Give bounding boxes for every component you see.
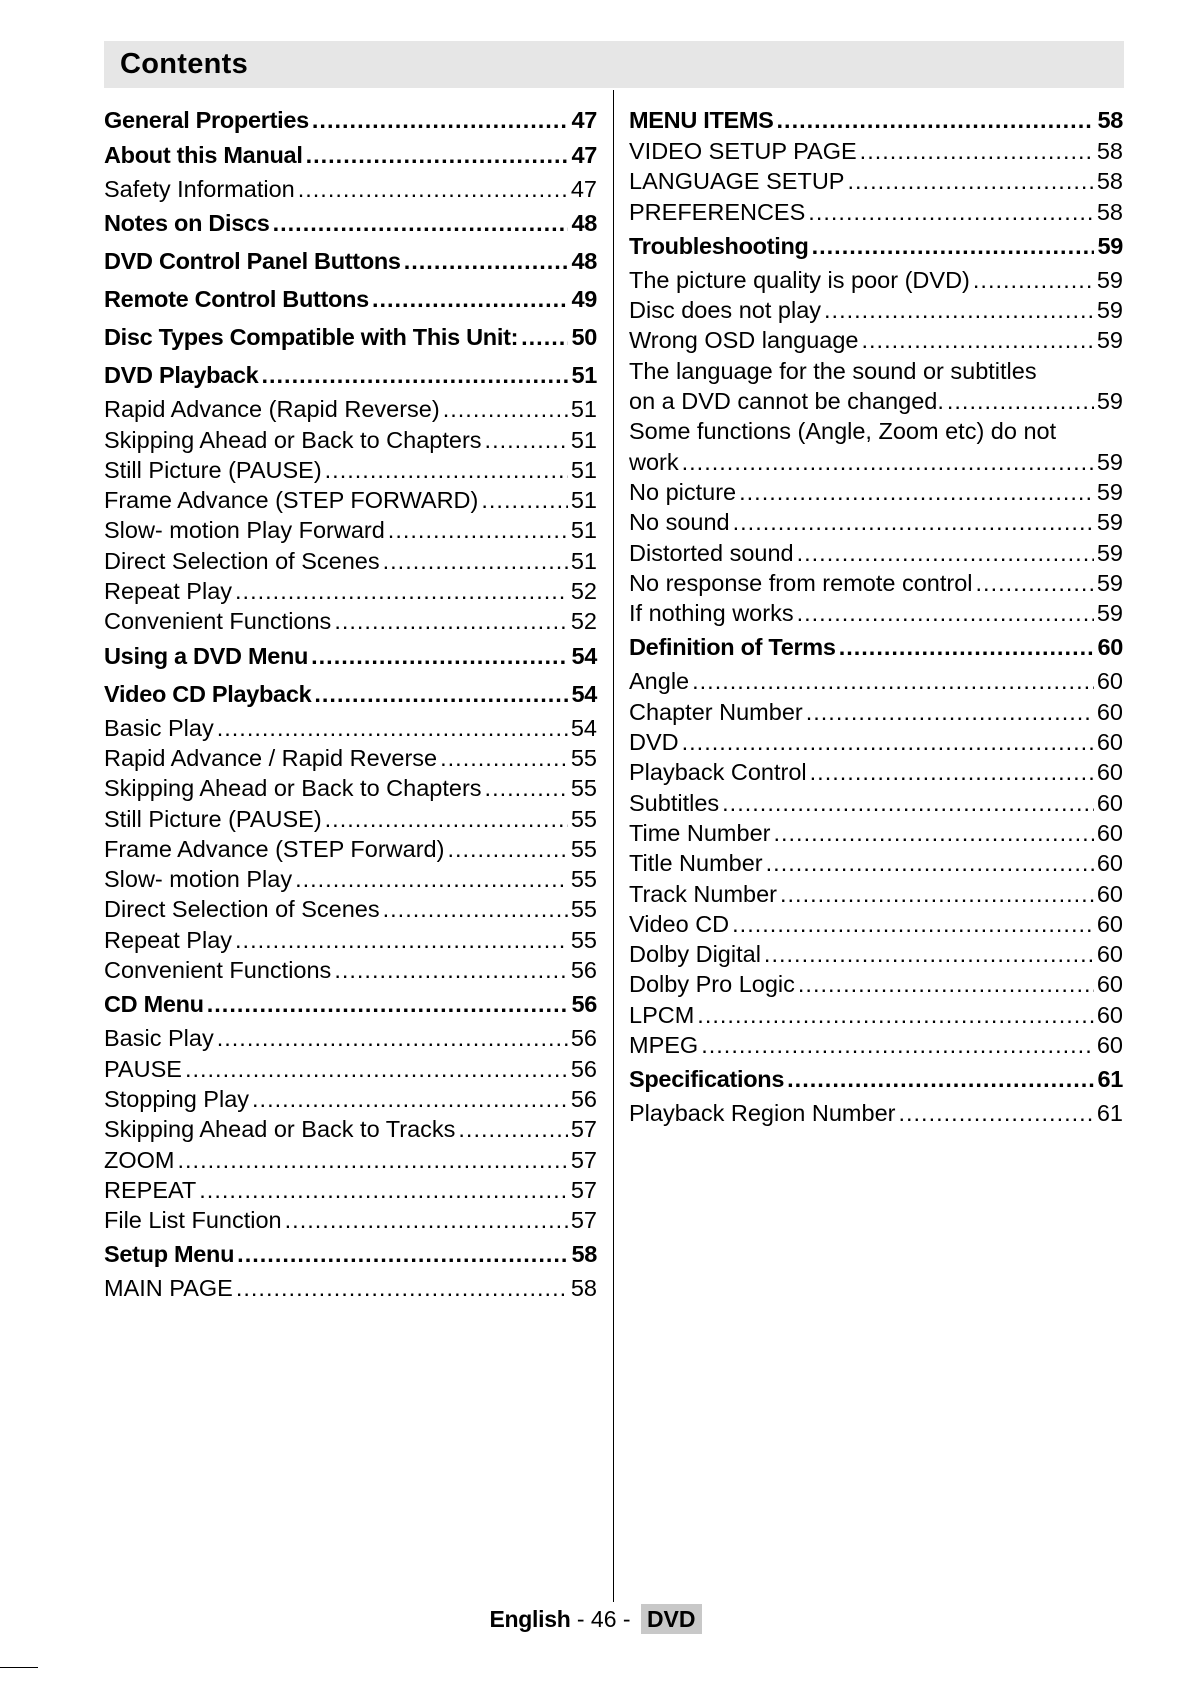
toc-subsection-entry[interactable] — [104, 743, 597, 773]
toc-subsection-entry[interactable] — [104, 174, 597, 204]
toc-entry-page: 60 — [1096, 1032, 1123, 1059]
toc-subsection-entry[interactable] — [629, 477, 1123, 507]
toc-entry-page: 56 — [570, 1055, 597, 1082]
toc-subsection-entry[interactable] — [104, 546, 597, 576]
toc-entry-label: Slow- motion Play Forward — [104, 517, 385, 544]
toc-section-entry[interactable] — [104, 242, 597, 280]
toc-entry-page: 51 — [571, 362, 597, 389]
toc-entry-label: Repeat Play — [104, 578, 233, 605]
toc-entry-label: Skipping Ahead or Back to Tracks — [104, 1116, 456, 1143]
toc-subsection-entry[interactable] — [104, 804, 597, 834]
toc-dot-leader — [383, 894, 568, 924]
toc-subsection-entry[interactable] — [629, 538, 1123, 568]
toc-subsection-entry[interactable] — [104, 955, 597, 985]
toc-entry-page: 47 — [570, 176, 597, 202]
toc-dot-leader — [207, 985, 569, 1023]
toc-subsection-entry[interactable] — [629, 818, 1123, 848]
toc-entry-page: 58 — [1096, 168, 1123, 195]
toc-entry-page: 51 — [570, 396, 597, 423]
toc-dot-leader — [443, 394, 568, 424]
toc-entry-label: Definition of Terms — [629, 634, 836, 661]
toc-entry-label: CD Menu — [104, 991, 204, 1018]
toc-entry-page: 59 — [1096, 569, 1123, 596]
toc-text-line: Some functions (Angle, Zoom etc) do not — [629, 418, 1057, 445]
toc-entry-label: Remote Control Buttons — [104, 286, 369, 313]
toc-dot-leader — [273, 204, 569, 242]
toc-subsection-entry[interactable] — [629, 697, 1123, 727]
toc-subsection-entry[interactable] — [104, 515, 597, 545]
toc-subsection-entry[interactable] — [629, 265, 1123, 295]
toc-dot-leader — [787, 1060, 1094, 1098]
toc-entry-page: 57 — [570, 1146, 597, 1173]
toc-section-entry[interactable] — [104, 356, 597, 394]
toc-entry-page: 60 — [1096, 729, 1123, 756]
toc-left-column — [104, 104, 597, 1304]
toc-dot-leader — [976, 568, 1094, 598]
toc-section-entry[interactable] — [104, 675, 597, 713]
toc-entry-page: 58 — [1097, 107, 1123, 133]
toc-entry-label: Convenient Functions — [104, 608, 332, 635]
toc-subsection-entry[interactable] — [629, 507, 1123, 537]
toc-entry-label: Slow- motion Play — [104, 866, 293, 893]
toc-dot-leader — [334, 606, 568, 636]
toc-entry-page: 60 — [1096, 759, 1123, 786]
toc-dot-leader — [733, 507, 1094, 537]
crop-mark — [0, 1667, 38, 1668]
toc-section-entry[interactable] — [104, 204, 597, 242]
toc-dot-leader — [334, 955, 568, 985]
toc-section-entry[interactable] — [629, 104, 1123, 136]
toc-dot-leader — [295, 864, 568, 894]
toc-dot-leader — [739, 477, 1094, 507]
toc-subsection-entry[interactable] — [104, 925, 597, 955]
toc-entry-label: The picture quality is poor (DVD) — [629, 266, 970, 293]
toc-dot-leader — [773, 818, 1093, 848]
toc-entry-label: Disc does not play — [629, 297, 822, 324]
toc-entry-page: 51 — [570, 456, 597, 483]
toc-entry-label: Chapter Number — [629, 698, 803, 725]
toc-entry-page: 59 — [1096, 388, 1123, 415]
toc-entry-label: Rapid Advance (Rapid Reverse) — [104, 396, 440, 423]
toc-entry-label: DVD — [629, 729, 679, 756]
toc-dot-leader — [697, 1000, 1094, 1030]
toc-dot-leader — [252, 1084, 568, 1114]
toc-dot-leader — [692, 666, 1094, 696]
toc-entry-page: 60 — [1096, 910, 1123, 937]
toc-dot-leader — [797, 538, 1094, 568]
toc-entry-page: 59 — [1096, 600, 1123, 627]
toc-entry-page: 58 — [1096, 138, 1123, 164]
toc-subsection-entry[interactable] — [629, 325, 1123, 355]
toc-entry-page: 56 — [570, 957, 597, 984]
toc-entry-page: 59 — [1096, 539, 1123, 566]
toc-section-entry[interactable] — [104, 1235, 597, 1273]
toc-entry-label: Playback Control — [629, 759, 807, 786]
toc-subsection-entry[interactable] — [629, 1000, 1123, 1030]
toc-entry-label: Convenient Functions — [104, 957, 332, 984]
toc-subsection-entry[interactable] — [104, 1084, 597, 1114]
toc-entry-label: Skipping Ahead or Back to Chapters — [104, 775, 482, 802]
toc-entry-page: 59 — [1096, 448, 1123, 475]
toc-entry-page: 51 — [570, 547, 597, 574]
toc-entry-label: PREFERENCES — [629, 198, 806, 225]
toc-subsection-entry[interactable] — [629, 848, 1123, 878]
toc-subsection-entry[interactable] — [104, 1023, 597, 1053]
toc-dot-leader — [682, 727, 1094, 757]
footer-language: English — [489, 1606, 571, 1632]
toc-entry-page: 60 — [1096, 1001, 1123, 1028]
toc-entry-label: DVD Playback — [104, 362, 259, 389]
toc-subsection-entry[interactable] — [104, 425, 597, 455]
toc-entry-label: Wrong OSD language — [629, 327, 859, 354]
toc-entry-page: 49 — [571, 286, 597, 313]
toc-dot-leader — [810, 757, 1094, 787]
toc-entry-page: 60 — [1096, 668, 1123, 695]
toc-entry-page: 61 — [1097, 1066, 1123, 1093]
toc-dot-leader — [860, 136, 1094, 166]
toc-entry-page: 55 — [570, 775, 597, 802]
toc-section-entry[interactable] — [629, 227, 1123, 265]
toc-subsection-entry[interactable] — [104, 834, 597, 864]
toc-entry-page: 59 — [1096, 327, 1123, 354]
toc-section-entry[interactable] — [629, 628, 1123, 666]
toc-entry-page: 57 — [570, 1207, 597, 1234]
toc-dot-leader — [285, 1205, 568, 1235]
toc-subsection-entry[interactable] — [104, 1273, 597, 1303]
toc-subsection-entry[interactable] — [104, 894, 597, 924]
toc-entry-label: Basic Play — [104, 714, 214, 741]
toc-subsection-entry[interactable] — [629, 727, 1123, 757]
toc-dot-leader — [722, 788, 1094, 818]
toc-dot-leader — [185, 1054, 568, 1084]
toc-entry-label: Notes on Discs — [104, 210, 270, 237]
toc-entry-page: 56 — [570, 1025, 597, 1052]
toc-entry-page: 60 — [1096, 941, 1123, 968]
toc-subsection-entry[interactable] — [629, 386, 1123, 416]
toc-dot-leader — [812, 227, 1095, 265]
toc-subsection-entry[interactable] — [629, 295, 1123, 325]
toc-subsection-entry[interactable] — [629, 969, 1123, 999]
toc-entry-label: Stopping Play — [104, 1085, 250, 1112]
toc-dot-leader — [701, 1030, 1094, 1060]
toc-entry-label: Safety Information — [104, 176, 295, 202]
toc-entry-page: 51 — [570, 517, 597, 544]
toc-entry-page: 57 — [570, 1116, 597, 1143]
toc-dot-leader — [178, 1145, 568, 1175]
toc-entry-label: Frame Advance (STEP Forward) — [104, 835, 445, 862]
toc-entry-page: 59 — [1097, 232, 1123, 259]
toc-dot-leader — [861, 325, 1093, 355]
toc-entry-label: Repeat Play — [104, 926, 233, 953]
toc-entry-label: Video CD Playback — [104, 680, 312, 707]
toc-dot-leader — [388, 515, 568, 545]
toc-dot-leader — [839, 628, 1095, 666]
toc-subsection-entry[interactable] — [629, 909, 1123, 939]
toc-entry-label: If nothing works — [629, 600, 794, 627]
toc-dot-leader — [447, 834, 567, 864]
toc-section-entry[interactable] — [104, 318, 597, 356]
toc-dot-leader — [485, 773, 568, 803]
toc-subsection-entry[interactable] — [629, 666, 1123, 696]
toc-entry-page: 50 — [571, 324, 597, 351]
toc-entry-label: General Properties — [104, 107, 309, 133]
toc-subsection-entry[interactable] — [104, 576, 597, 606]
toc-text-line: The language for the sound or subtitles — [629, 357, 1037, 384]
toc-dot-leader — [806, 697, 1094, 727]
toc-entry-label: Track Number — [629, 880, 777, 907]
toc-entry-page: 51 — [570, 487, 597, 514]
toc-subsection-entry[interactable] — [104, 394, 597, 424]
toc-entry-label: Troubleshooting — [629, 232, 809, 259]
toc-entry-page: 55 — [570, 866, 597, 893]
toc-entry-page: 52 — [570, 578, 597, 605]
page-title: Contents — [120, 48, 249, 80]
toc-subsection-entry[interactable] — [629, 757, 1123, 787]
toc-subsection-entry[interactable] — [629, 879, 1123, 909]
toc-entry-label: LPCM — [629, 1001, 695, 1028]
toc-entry-label: Rapid Advance / Rapid Reverse — [104, 744, 438, 771]
toc-dot-leader — [481, 485, 568, 515]
footer-page-number: - 46 - — [576, 1606, 631, 1632]
toc-entry-label: Skipping Ahead or Back to Chapters — [104, 426, 482, 453]
toc-dot-leader — [973, 265, 1094, 295]
toc-entry-page: 61 — [1096, 1100, 1123, 1127]
toc-entry-page: 58 — [1096, 198, 1123, 225]
toc-dot-leader — [682, 447, 1094, 477]
toc-entry-label: No picture — [629, 478, 737, 505]
toc-entry-label: Specifications — [629, 1066, 785, 1093]
toc-section-entry[interactable] — [104, 637, 597, 675]
toc-subsection-entry[interactable] — [629, 939, 1123, 969]
toc-subsection-entry[interactable] — [104, 1205, 597, 1235]
toc-entry-page: 55 — [570, 926, 597, 953]
toc-entry-label: Still Picture (PAUSE) — [104, 805, 322, 832]
toc-entry-label: REPEAT — [104, 1176, 197, 1203]
toc-entry-label: Dolby Pro Logic — [629, 971, 795, 998]
toc-entry-label: Time Number — [629, 819, 771, 846]
toc-dot-leader — [236, 1273, 568, 1303]
toc-dot-leader — [404, 242, 569, 280]
toc-dot-leader — [383, 546, 568, 576]
toc-dot-leader — [261, 356, 568, 394]
toc-entry-page: 60 — [1096, 850, 1123, 877]
toc-entry-page: 60 — [1096, 819, 1123, 846]
toc-entry-page: 54 — [570, 714, 597, 741]
toc-entry-label: PAUSE — [104, 1055, 182, 1082]
toc-entry-page: 55 — [570, 896, 597, 923]
toc-subsection-entry[interactable] — [629, 447, 1123, 477]
toc-entry-label: No response from remote control — [629, 569, 973, 596]
toc-dot-leader — [311, 637, 568, 675]
toc-entry-page: 59 — [1096, 297, 1123, 324]
toc-entry-page: 60 — [1096, 789, 1123, 816]
toc-entry-page: 59 — [1096, 266, 1123, 293]
toc-entry-page: 47 — [571, 142, 597, 168]
toc-entry-page: 56 — [571, 991, 597, 1018]
toc-dot-leader — [458, 1114, 567, 1144]
footer-dvd-badge: DVD — [641, 1604, 702, 1634]
toc-subsection-entry[interactable] — [629, 136, 1123, 166]
toc-entry-label: File List Function — [104, 1207, 282, 1234]
toc-dot-leader — [808, 197, 1094, 227]
toc-dot-leader — [440, 743, 568, 773]
contents-header — [104, 41, 1124, 88]
toc-subsection-entry[interactable] — [104, 773, 597, 803]
toc-subsection-entry[interactable] — [629, 166, 1123, 196]
toc-subsection-entry[interactable] — [104, 713, 597, 743]
toc-entry-label: No sound — [629, 509, 730, 536]
toc-subsection-entry[interactable] — [104, 1114, 597, 1144]
toc-dot-leader — [797, 598, 1094, 628]
toc-subsection-entry[interactable] — [629, 788, 1123, 818]
toc-entry-label: MPEG — [629, 1032, 699, 1059]
toc-entry-label: About this Manual — [104, 142, 303, 168]
toc-entry-label: Playback Region Number — [629, 1100, 896, 1127]
toc-entry-label: Still Picture (PAUSE) — [104, 456, 322, 483]
toc-entry-label: Direct Selection of Scenes — [104, 547, 380, 574]
toc-subsection-entry[interactable] — [104, 864, 597, 894]
toc-dot-leader — [298, 174, 568, 204]
toc-entry-label: on a DVD cannot be changed. — [629, 388, 944, 415]
toc-entry-page: 55 — [570, 835, 597, 862]
toc-dot-leader — [847, 166, 1093, 196]
toc-entry-page: 60 — [1096, 880, 1123, 907]
toc-entry-label: Setup Menu — [104, 1241, 235, 1268]
toc-entry-label: MENU ITEMS — [629, 107, 774, 133]
toc-dot-leader — [325, 804, 568, 834]
toc-dot-leader — [766, 848, 1094, 878]
toc-dot-leader — [798, 969, 1094, 999]
toc-dot-leader — [314, 675, 568, 713]
toc-entry-label: ZOOM — [104, 1146, 175, 1173]
toc-entry-page: 54 — [571, 680, 597, 707]
toc-entry-page: 58 — [570, 1275, 597, 1302]
toc-entry-page: 58 — [571, 1241, 597, 1268]
toc-dot-leader — [777, 104, 1095, 136]
toc-dot-leader — [199, 1175, 568, 1205]
toc-subsection-entry[interactable] — [104, 455, 597, 485]
toc-section-entry[interactable] — [629, 1060, 1123, 1098]
toc-entry-page: 60 — [1097, 634, 1123, 661]
toc-entry-label: Title Number — [629, 850, 763, 877]
toc-dot-leader — [325, 455, 568, 485]
toc-entry-page: 48 — [571, 210, 597, 237]
toc-entry-page: 56 — [570, 1085, 597, 1112]
toc-section-entry[interactable] — [104, 280, 597, 318]
toc-entry-page: 51 — [570, 426, 597, 453]
toc-entry-label: Video CD — [629, 910, 730, 937]
toc-subsection-entry[interactable] — [104, 1175, 597, 1205]
toc-entry-page: 55 — [570, 805, 597, 832]
toc-entry-label: MAIN PAGE — [104, 1275, 233, 1302]
toc-entry-page: 60 — [1096, 698, 1123, 725]
toc-dot-leader — [947, 386, 1094, 416]
toc-subsection-entry[interactable] — [629, 598, 1123, 628]
toc-entry-page: 59 — [1096, 478, 1123, 505]
toc-dot-leader — [235, 925, 568, 955]
toc-dot-leader — [780, 879, 1094, 909]
toc-subsection-entry[interactable] — [104, 606, 597, 636]
toc-entry-label: Basic Play — [104, 1025, 214, 1052]
toc-entry-label: Frame Advance (STEP FORWARD) — [104, 487, 479, 514]
toc-subsection-entry[interactable] — [629, 568, 1123, 598]
toc-section-entry[interactable] — [104, 104, 597, 136]
toc-dot-leader — [521, 318, 568, 356]
toc-entry-label: DVD Control Panel Buttons — [104, 248, 401, 275]
toc-dot-leader — [898, 1098, 1093, 1128]
toc-entry-page: 60 — [1096, 971, 1123, 998]
toc-entry-label: Subtitles — [629, 789, 720, 816]
toc-entry-label: Using a DVD Menu — [104, 642, 309, 669]
toc-entry-label: Dolby Digital — [629, 941, 761, 968]
toc-entry-label: work — [629, 448, 679, 475]
toc-subsection-entry[interactable] — [629, 1030, 1123, 1060]
toc-entry-label: Direct Selection of Scenes — [104, 896, 380, 923]
toc-subsection-entry[interactable] — [104, 1054, 597, 1084]
toc-subsection-entry[interactable] — [629, 197, 1123, 227]
toc-dot-leader — [824, 295, 1094, 325]
toc-entry-page: 55 — [570, 744, 597, 771]
toc-dot-leader — [237, 1235, 568, 1273]
toc-subsection-entry[interactable] — [104, 1145, 597, 1175]
toc-dot-leader — [485, 425, 568, 455]
toc-entry-page: 47 — [571, 107, 597, 133]
toc-section-entry[interactable] — [104, 985, 597, 1023]
toc-dot-leader — [217, 1023, 568, 1053]
toc-entry-label: Distorted sound — [629, 539, 794, 566]
toc-dot-leader — [764, 939, 1094, 969]
page-footer — [0, 1604, 1191, 1634]
toc-dot-leader — [235, 576, 568, 606]
toc-entry-label: Disc Types Compatible with This Unit: — [104, 324, 519, 351]
toc-entry-page: 59 — [1096, 509, 1123, 536]
toc-subsection-entry[interactable] — [104, 485, 597, 515]
toc-subsection-entry[interactable] — [629, 1098, 1123, 1128]
toc-dot-leader — [306, 136, 569, 174]
toc-dot-leader — [312, 104, 569, 136]
toc-dot-leader — [217, 713, 568, 743]
toc-entry-label: LANGUAGE SETUP — [629, 168, 845, 195]
toc-entry-page: 54 — [571, 642, 597, 669]
toc-entry-label: VIDEO SETUP PAGE — [629, 138, 857, 164]
toc-entry-page: 48 — [571, 248, 597, 275]
toc-dot-leader — [372, 280, 569, 318]
toc-right-column — [629, 104, 1123, 1129]
toc-section-entry[interactable] — [104, 136, 597, 174]
toc-dot-leader — [732, 909, 1094, 939]
toc-entry-page: 52 — [570, 608, 597, 635]
toc-entry-page: 57 — [570, 1176, 597, 1203]
column-divider — [613, 90, 614, 1602]
toc-entry-label: Angle — [629, 668, 690, 695]
